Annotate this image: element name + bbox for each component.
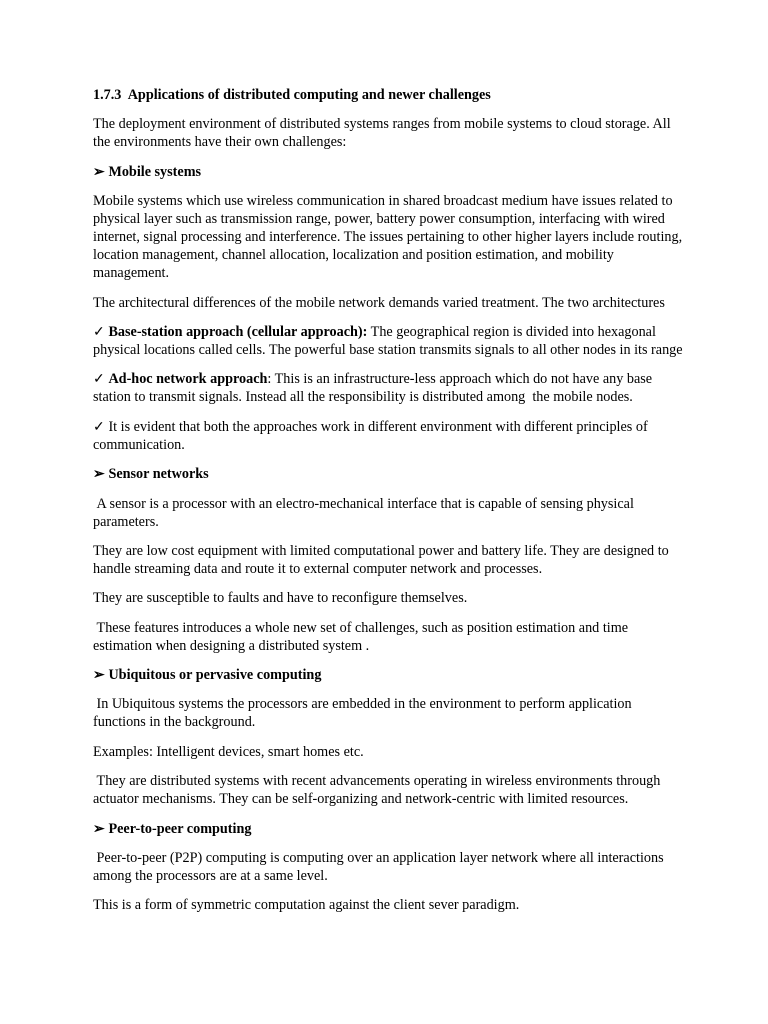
p2p-title: Peer-to-peer computing xyxy=(108,820,252,837)
arrow-bullet-icon: ➢ xyxy=(93,466,105,483)
p2p-heading xyxy=(93,820,683,838)
p2p-paragraph-2: This is a form of symmetric computation against the client sever paradigm. xyxy=(93,897,520,914)
section-heading xyxy=(93,86,683,104)
sensor-paragraph-1: A sensor is a processor with an electro-mechanical interface that is capable of sensing physical parameters. xyxy=(93,495,638,530)
ad-hoc-item xyxy=(93,370,683,406)
ad-hoc-label: Ad-hoc network approach xyxy=(108,371,268,388)
base-station-label: Base-station approach (cellular approach): xyxy=(108,323,368,340)
arrow-bullet-icon: ➢ xyxy=(93,667,105,684)
base-station-text: The geographical region is divided into hexagonal physical locations called cells. The powerful base station transmits signals to all other nodes in its range xyxy=(93,323,683,358)
approaches-text: It is evident that both the approaches work in different environment with different principles of communication. xyxy=(93,418,652,453)
p2p-paragraph-1: Peer-to-peer (P2P) computing is computing over an application layer network where all interactions among the processors are at a same level. xyxy=(93,850,668,885)
checkmark-icon: ✓ xyxy=(93,323,105,340)
arrow-bullet-icon: ➢ xyxy=(93,163,105,180)
section-title: Applications of distributed computing and newer challenges xyxy=(127,87,491,103)
mobile-paragraph-1: Mobile systems which use wireless communication in shared broadcast medium have issues related to physical layer such as transmission range, power, battery power consumption, interfacing with wired internet, signal processing and interference. The issues pertaining to other higher layers include routing, location management, channel allocation, localization and position estimation, and mobility management. xyxy=(93,193,686,282)
checkmark-icon: ✓ xyxy=(93,418,105,435)
arrow-bullet-icon: ➢ xyxy=(93,820,105,837)
base-station-item xyxy=(93,323,683,359)
checkmark-icon: ✓ xyxy=(93,371,105,388)
sensor-paragraph-2: They are low cost equipment with limited computational power and battery life. They are designed to handle streaming data and route it to external computer network and processes. xyxy=(93,542,673,577)
intro-paragraph: The deployment environment of distributed systems ranges from mobile systems to cloud storage. All the environments have their own challenges: xyxy=(93,116,675,151)
mobile-systems-heading xyxy=(93,163,683,181)
approaches-item xyxy=(93,418,683,454)
mobile-paragraph-2: The architectural differences of the mobile network demands varied treatment. The two architectures xyxy=(93,294,665,311)
document-page xyxy=(93,86,686,926)
sensor-networks-title: Sensor networks xyxy=(108,466,209,483)
ubiquitous-title: Ubiquitous or pervasive computing xyxy=(108,667,322,684)
mobile-systems-title: Mobile systems xyxy=(108,163,202,180)
sensor-networks-heading xyxy=(93,465,683,483)
ad-hoc-text: : This is an infrastructure-less approach which do not have any base station to transmit signals. Instead all the responsibility is distributed among the mobile nodes. xyxy=(93,371,656,406)
sensor-paragraph-4: These features introduces a whole new set of challenges, such as position estimation and time estimation when designing a distributed system . xyxy=(93,619,632,654)
section-number: 1.7.3 xyxy=(93,87,122,103)
ubiquitous-paragraph-2: Examples: Intelligent devices, smart homes etc. xyxy=(93,743,364,760)
ubiquitous-paragraph-1: In Ubiquitous systems the processors are embedded in the environment to perform application functions in the background. xyxy=(93,696,636,731)
ubiquitous-heading xyxy=(93,666,683,684)
ubiquitous-paragraph-3: They are distributed systems with recent advancements operating in wireless environments through actuator mechanisms. They can be self-organizing and network-centric with limited resources. xyxy=(93,773,664,808)
sensor-paragraph-3: They are susceptible to faults and have to reconfigure themselves. xyxy=(93,590,468,607)
